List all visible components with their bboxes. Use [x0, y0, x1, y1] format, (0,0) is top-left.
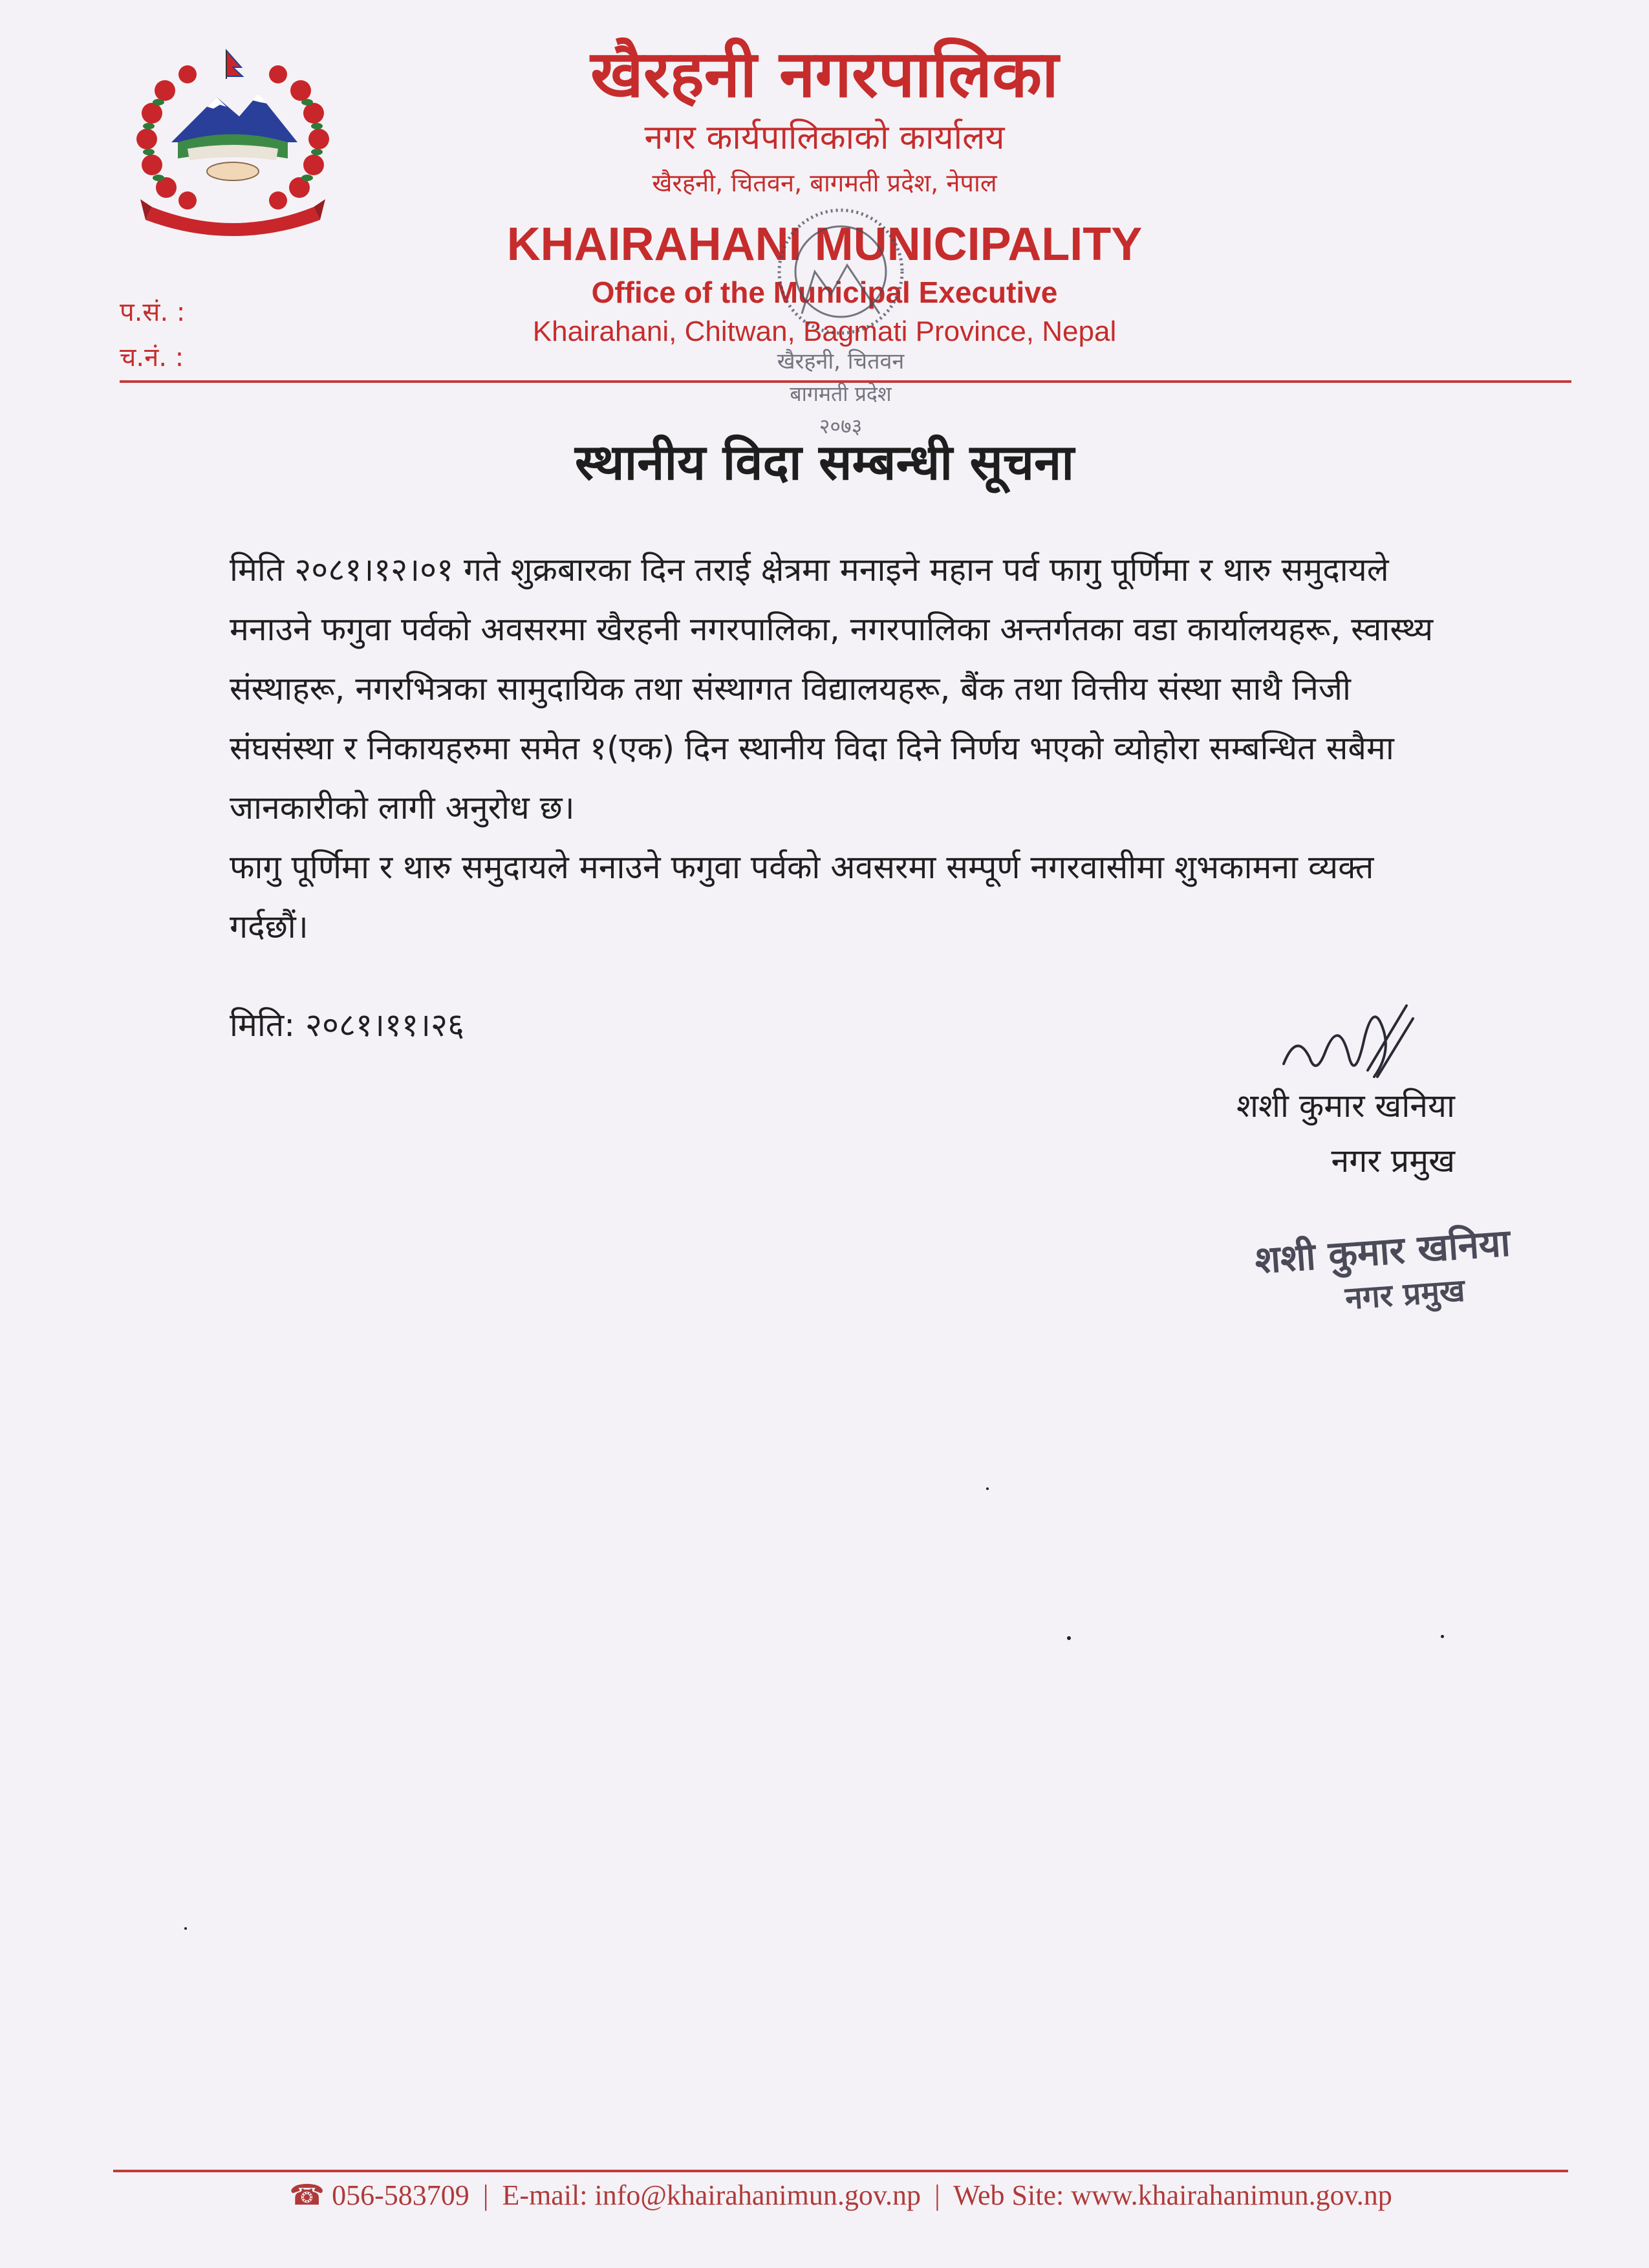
notice-paragraph-1: मिति २०८१।१२।०१ गते शुक्रबारका दिन तराई क्षेत्रमा मनाइने महान पर्व फागु पूर्णिमा र थारु समुदायले मनाउने फगुवा पर्वको अवसरमा खैरहनी नगरपालिका, नगरपालिका अन्तर्गतका वडा कार्यालयहरू, स्वास्थ्य संस्थाहरू, नगरभित्रका सामुदायिक तथा संस्थागत विद्यालयहरू, बैंक तथा वित्तीय संस्था साथै निजी संघसंस्था र निकायहरुमा समेत १(एक) दिन स्थानीय विदा दिने निर्णय भएको व्योहोरा सम्बन्धित सबैमा जानकारीको लागी अनुरोध छ।: [230, 551, 1434, 826]
seal-line-2: बागमती प्रदेश: [790, 382, 892, 406]
footer-separator: |: [482, 2179, 489, 2211]
scan-speck: [1067, 1636, 1071, 1640]
notice-body: [230, 540, 1458, 956]
nepal-emblem-logo: [126, 45, 339, 239]
dispatch-number-label: च.नं. :: [120, 343, 184, 373]
office-name-nepali: नगर कार्यपालिकाको कार्यालय: [644, 118, 1005, 157]
office-name-english: Office of the Municipal Executive: [591, 275, 1058, 309]
seal-year: २०७३: [819, 414, 863, 438]
notice-date: मिति: २०८१।११।२६: [230, 1006, 464, 1044]
scan-speck: [986, 1487, 989, 1490]
scan-speck: [1441, 1635, 1444, 1638]
stamp-title: नगर प्रमुख: [1344, 1272, 1467, 1317]
letter-reference-number-label: प.सं. :: [120, 297, 186, 327]
signatory-name-stamp: [1229, 1219, 1539, 1323]
footer-phone: 056-583709: [332, 2179, 469, 2211]
stamp-name: शशी कुमार खनिया: [1253, 1220, 1512, 1282]
footer-email[interactable]: E-mail: info@khairahanimun.gov.np: [502, 2179, 921, 2211]
seal-line-1: खैरहनी, चितवन: [777, 349, 905, 374]
municipality-title-english: KHAIRAHANI MUNICIPALITY: [506, 219, 1143, 270]
office-seal-stamp: [724, 175, 957, 459]
scan-speck: [184, 1927, 187, 1930]
address-nepali: खैरहनी, चितवन, बागमती प्रदेश, नेपाल: [652, 169, 997, 197]
footer-divider: [113, 2170, 1568, 2172]
footer-separator: |: [934, 2179, 940, 2211]
footer-contact: [113, 2176, 1568, 2215]
footer-website[interactable]: Web Site: www.khairahanimun.gov.np: [953, 2179, 1392, 2211]
notice-paragraph-2: फागु पूर्णिमा र थारु समुदायले मनाउने फगुवा पर्वको अवसरमा सम्पूर्ण नगरवासीमा शुभकामना व्यक्त गर्दछौं।: [230, 848, 1374, 945]
phone-icon: ☎: [289, 2179, 325, 2211]
notice-title: स्थानीय विदा सम्बन्धी सूचना: [574, 433, 1075, 491]
address-english: Khairahani, Chitwan, Bagmati Province, Nepal: [532, 316, 1117, 347]
municipality-title-nepali: खैरहनी नगरपालिका: [590, 36, 1059, 112]
signatory-name: शशी कुमार खनिया: [1236, 1087, 1455, 1125]
signatory-title: नगर प्रमुख: [1331, 1142, 1455, 1180]
